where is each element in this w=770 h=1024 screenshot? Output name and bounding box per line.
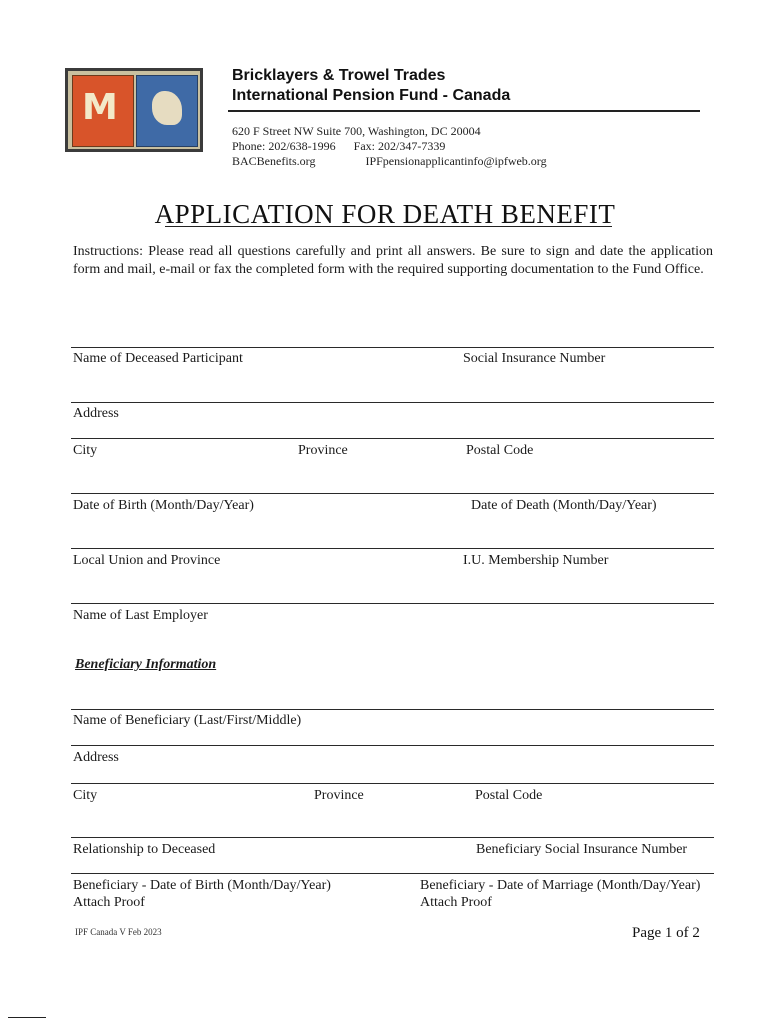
page-number: Page 1 of 2	[632, 925, 700, 941]
dod-label: Date of Death (Month/Day/Year)	[471, 498, 657, 513]
beneficiary-dob-note: Attach Proof	[73, 895, 145, 910]
sin-label: Social Insurance Number	[463, 351, 606, 366]
field-line-city[interactable]	[71, 438, 714, 439]
address-label: Address	[73, 406, 119, 421]
logo-monogram-icon: M	[82, 87, 118, 128]
header-divider	[228, 110, 700, 112]
field-line-dates[interactable]	[71, 493, 714, 494]
city-label: City	[73, 443, 98, 458]
field-line-union[interactable]	[71, 548, 714, 549]
org-line-2: International Pension Fund - Canada	[232, 87, 511, 104]
address-line: 620 F Street NW Suite 700, Washington, DC 20004	[232, 124, 481, 138]
province-label: Province	[298, 443, 348, 458]
page-title: APPLICATION FOR DEATH BENEFIT	[154, 199, 616, 229]
beneficiary-dom-note: Attach Proof	[420, 895, 492, 910]
field-line-beneficiary-address[interactable]	[71, 745, 714, 746]
beneficiary-sin-label: Beneficiary Social Insurance Number	[476, 842, 688, 857]
website-link[interactable]: BACBenefits.org	[232, 154, 316, 168]
beneficiary-province-label: Province	[314, 788, 364, 803]
beneficiary-name-label: Name of Beneficiary (Last/First/Middle)	[73, 713, 302, 728]
field-line-relationship[interactable]	[71, 837, 714, 838]
field-line-address[interactable]	[71, 402, 714, 403]
instructions-text: Instructions: Please read all questions carefully and print all answers. Be sure to sign and date the application form and mail, e-mail or fax the completed form with the required supporting documentation to the Fund Office.	[73, 244, 713, 277]
form-version: IPF Canada V Feb 2023	[75, 927, 162, 937]
fund-logo	[65, 68, 203, 152]
beneficiary-postal-label: Postal Code	[475, 788, 543, 803]
organization-name	[232, 66, 510, 106]
last-employer-label: Name of Last Employer	[73, 608, 208, 623]
title-underline	[165, 226, 612, 227]
beneficiary-city-label: City	[73, 788, 98, 803]
deceased-name-label: Name of Deceased Participant	[73, 351, 243, 366]
field-line-deceased-name[interactable]	[71, 347, 714, 348]
beneficiary-address-label: Address	[73, 750, 119, 765]
relationship-label: Relationship to Deceased	[73, 842, 216, 857]
local-union-label: Local Union and Province	[73, 553, 221, 568]
beneficiary-dom-label: Beneficiary - Date of Marriage (Month/Day/Year)	[420, 878, 701, 893]
email-link[interactable]: IPFpensionapplicantinfo@ipfweb.org	[365, 154, 547, 168]
dob-label: Date of Birth (Month/Day/Year)	[73, 498, 254, 513]
postal-code-label: Postal Code	[466, 443, 534, 458]
beneficiary-section-title: Beneficiary Information	[75, 657, 217, 672]
scan-edge-mark	[8, 1017, 46, 1018]
fax-text: Fax: 202/347-7339	[353, 139, 446, 153]
org-line-1: Bricklayers & Trowel Trades	[232, 67, 446, 84]
contact-block	[232, 124, 547, 169]
field-line-beneficiary-dates[interactable]	[71, 873, 714, 874]
logo-emblem-icon	[152, 91, 182, 125]
beneficiary-dob-label: Beneficiary - Date of Birth (Month/Day/Year)	[73, 878, 331, 893]
iu-membership-label: I.U. Membership Number	[463, 553, 609, 568]
field-line-beneficiary-name[interactable]	[71, 709, 714, 710]
field-line-beneficiary-city[interactable]	[71, 783, 714, 784]
phone-text: Phone: 202/638-1996	[232, 139, 336, 153]
field-line-employer[interactable]	[71, 603, 714, 604]
